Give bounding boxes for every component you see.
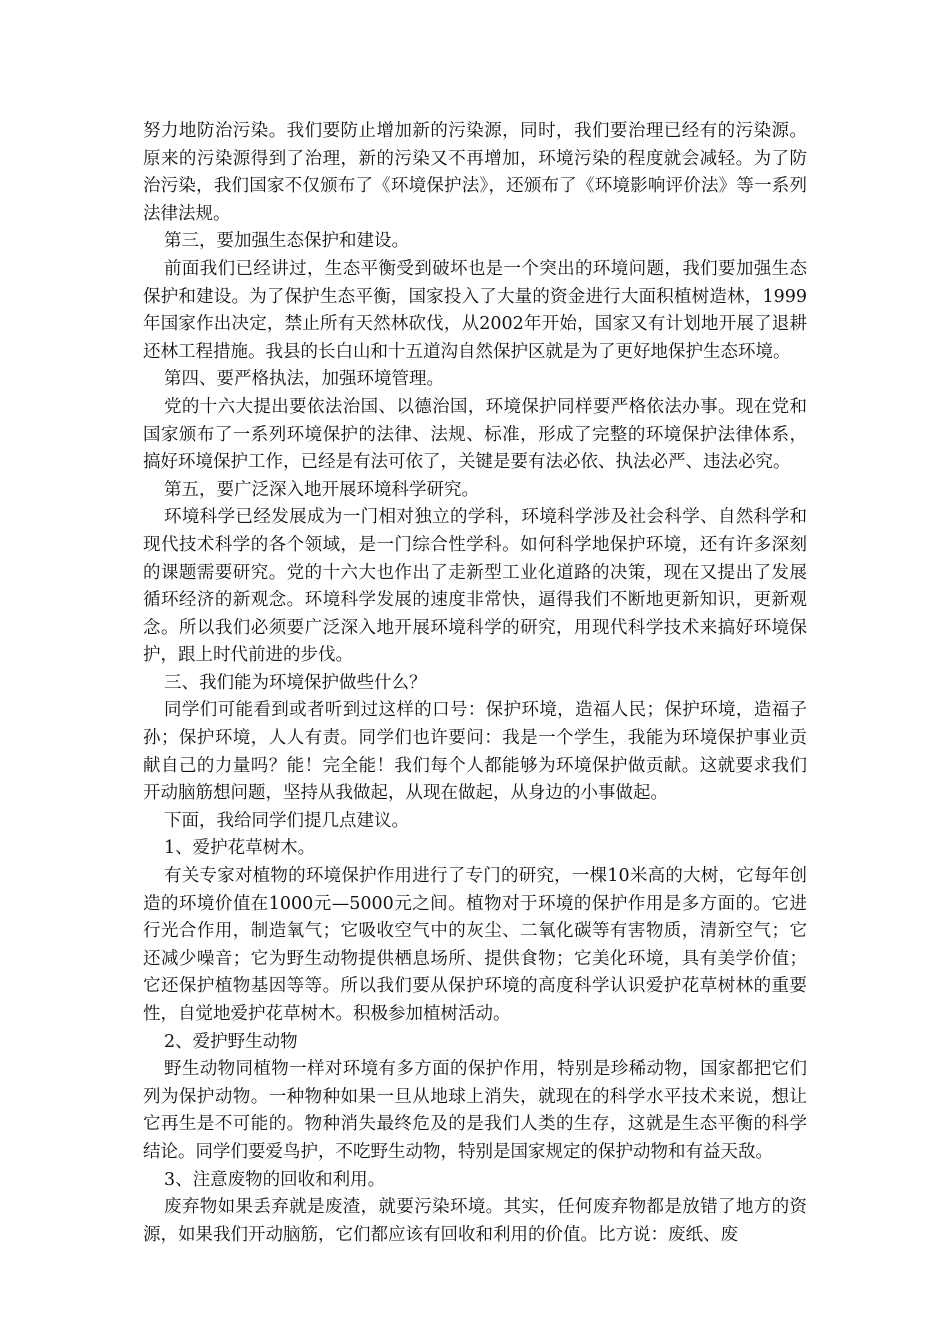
paragraph-wildlife: 野生动物同植物一样对环境有多方面的保护作用，特别是珍稀动物，国家都把它们列为保护动物。一种物种如果一旦从地球上消失，就现在的科学水平技术来说，想让它再生是不可能的。物种消失最终危及的是我们人类的生存，这就是生态平衡的科学结论。同学们要爱鸟护，不吃野生动物，特别是国家规定的保护动物和有益天敌。	[143, 1059, 807, 1162]
paragraph-law: 党的十六大提出要依法治国、以德治国，环境保护同样要严格依法办事。现在党和国家颁布了一系列环境保护的法律、法规、标准，形成了完整的环境保护法律体系，搞好环境保护工作，已经是有法可依了，关键是要有法必依、执法必严、违法必究。	[143, 396, 807, 473]
paragraph-slogans: 同学们可能看到或者听到过这样的口号：保护环境，造福人民；保护环境，造福子孙；保护环境，人人有责。同学们也许要问：我是一个学生，我能为环境保护事业贡献自己的力量吗？能！完全能！我们每个人都能够为环境保护做贡献。这就要求我们开动脑筋想问题，坚持从我做起，从现在做起，从身边的小事做起。	[143, 700, 807, 804]
heading-suggestion-3: 3、注意废物的回收和利用。	[164, 1169, 386, 1190]
paragraph-waste: 废弃物如果丢弃就是废渣，就要污染环境。其实，任何废弃物都是放错了地方的资源，如果我们开动脑筋，它们都应该有回收和利用的价值。比方说：废纸、废	[143, 1197, 807, 1245]
paragraph-ecology: 前面我们已经讲过，生态平衡受到破坏也是一个突出的环境问题，我们要加强生态保护和建设。为了保护生态平衡，国家投入了大量的资金进行大面积植树造林，1999年国家作出决定，禁止所有天然林砍伐，从2002年开始，国家又有计划地开展了退耕还林工程措施。我县的长白山和十五道沟自然保护区就是为了更好地保护生态环境。	[143, 258, 807, 362]
heading-suggestion-1: 1、爱护花草树木。	[164, 838, 316, 859]
paragraph-suggestions-intro: 下面，我给同学们提几点建议。	[164, 810, 409, 831]
heading-fifth-point: 第五，要广泛深入地开展环境科学研究。	[164, 479, 479, 500]
heading-section-three: 三、我们能为环境保护做些什么？	[164, 672, 427, 693]
heading-third-point: 第三，要加强生态保护和建设。	[164, 231, 409, 252]
paragraph-plants: 有关专家对植物的环境保护作用进行了专门的研究，一棵10米高的大树，它每年创造的环境价值在1000元—5000元之间。植物对于环境的保护作用是多方面的。它进行光合作用，制造氧气；它吸收空气中的灰尘、二氧化碳等有害物质，清新空气；它还减少噪音；它为野生动物提供栖息场所、提供食物；它美化环境，具有美学价值；它还保护植物基因等等。所以我们要从保护环境的高度科学认识爱护花草树林的重要性，自觉地爱护花草树木。积极参加植树活动。	[143, 866, 807, 1024]
paragraph-pollution-control: 努力地防治污染。我们要防止增加新的污染源，同时，我们要治理已经有的污染源。原来的污染源得到了治理，新的污染又不再增加，环境污染的程度就会减轻。为了防治污染，我们国家不仅颁布了《环境保护法》，还颁布了《环境影响评价法》等一系列法律法规。	[143, 121, 807, 224]
document-page	[143, 118, 807, 1249]
heading-suggestion-2: 2、爱护野生动物	[164, 1031, 298, 1052]
heading-fourth-point: 第四、要严格执法，加强环境管理。	[164, 369, 444, 390]
paragraph-science: 环境科学已经发展成为一门相对独立的学科，环境科学涉及社会科学、自然科学和现代技术科学的各个领域，是一门综合性学科。如何科学地保护环境，还有许多深刻的课题需要研究。党的十六大也作出了走新型工业化道路的决策，现在又提出了发展循环经济的新观念。环境科学发展的速度非常快，逼得我们不断地更新知识，更新观念。所以我们必须要广泛深入地开展环境科学的研究，用现代科学技术来搞好环境保护，跟上时代前进的步伐。	[143, 507, 807, 666]
